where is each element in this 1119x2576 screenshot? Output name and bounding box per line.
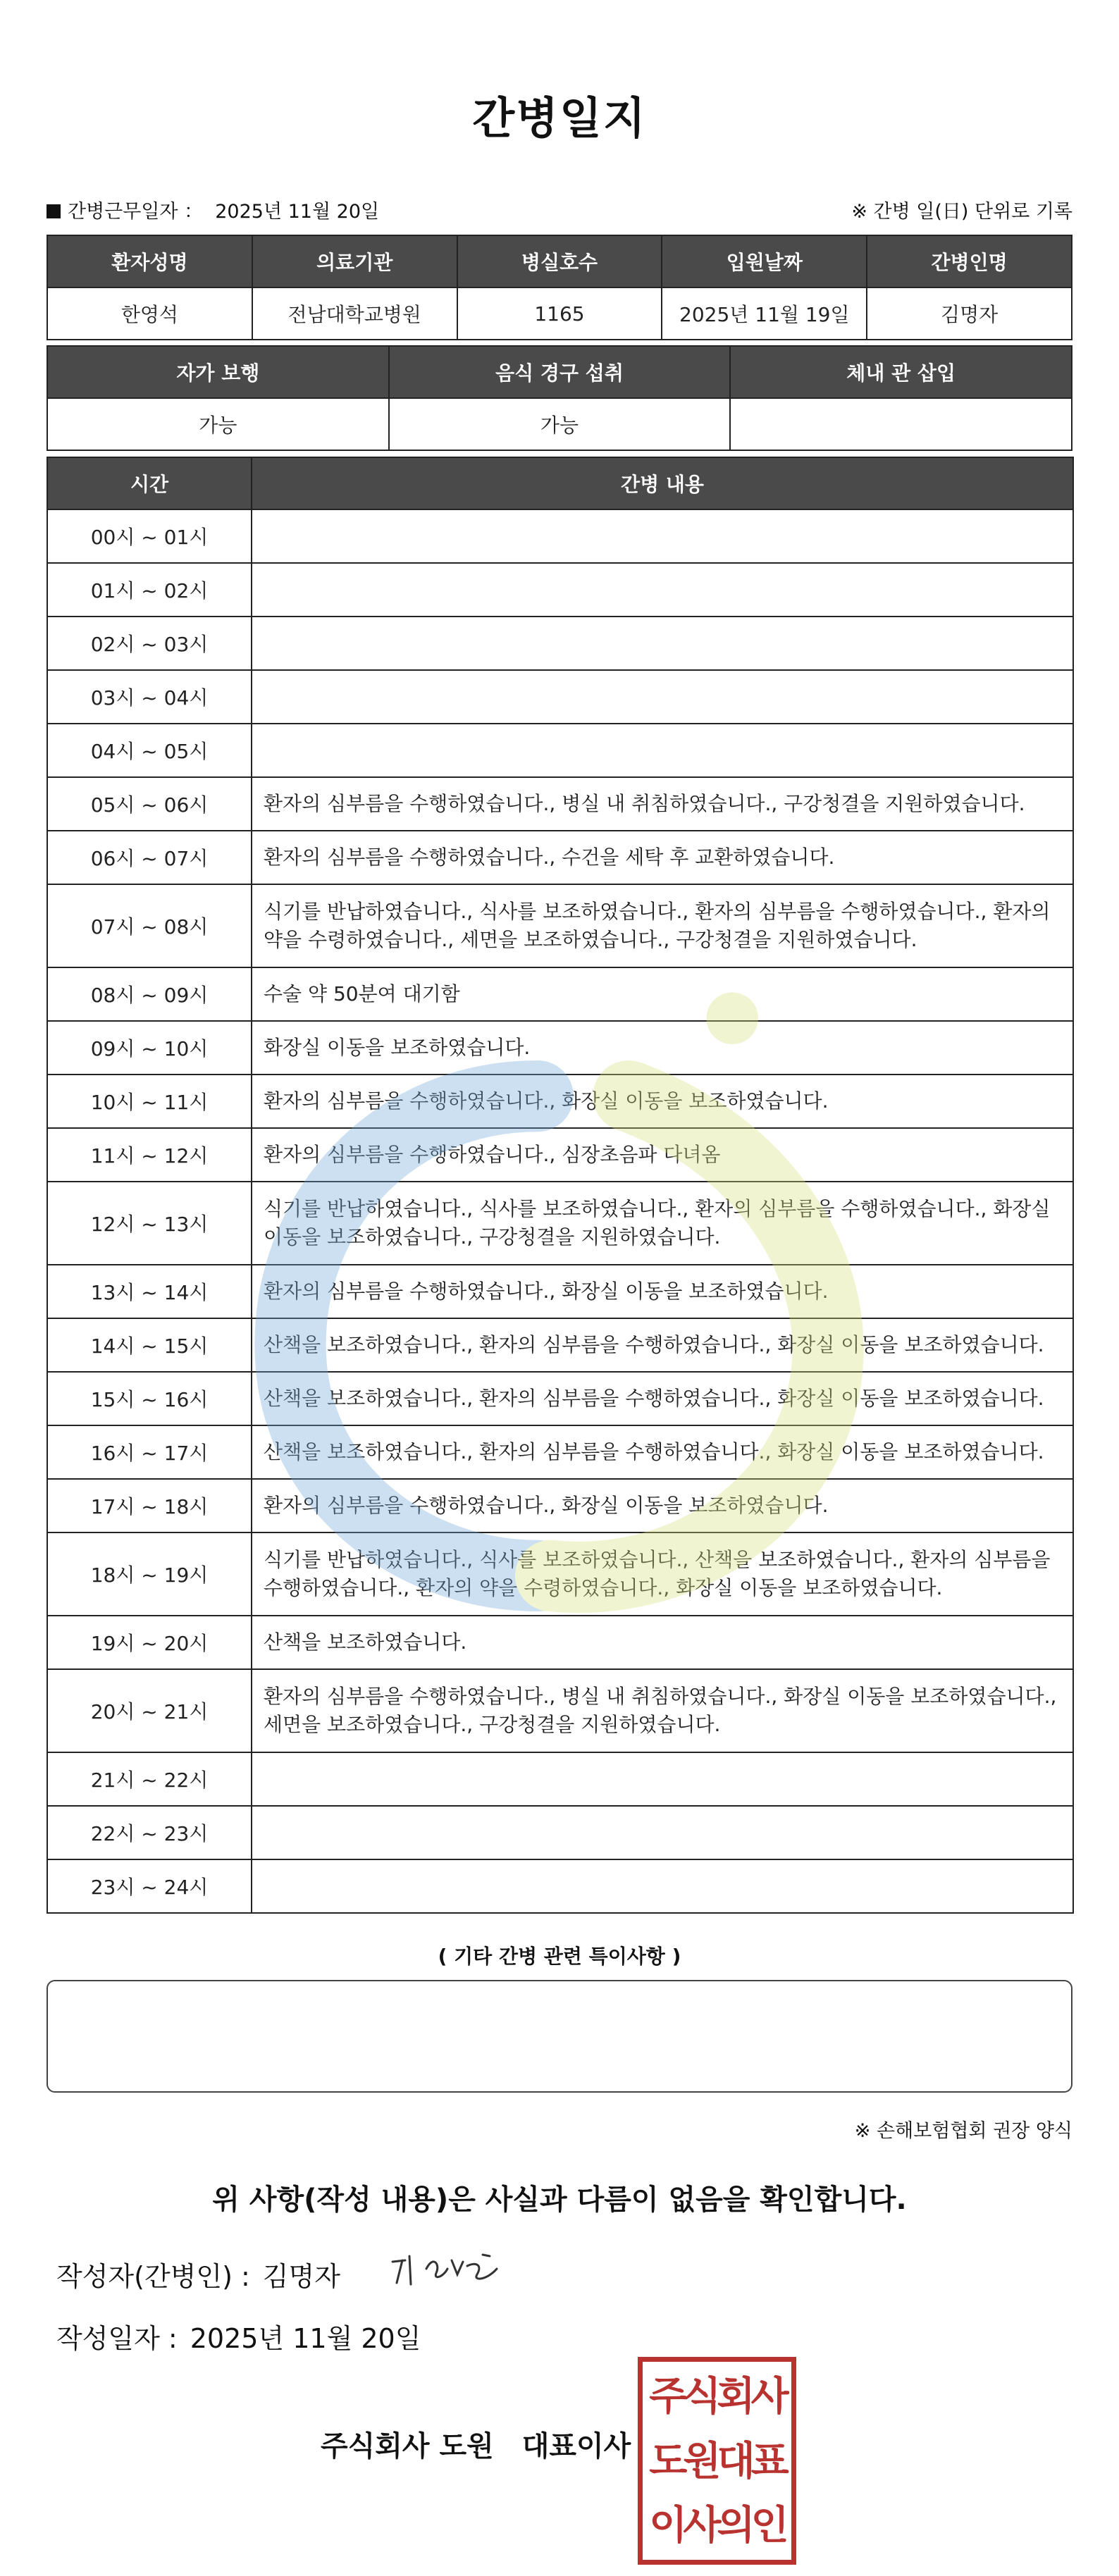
table-row	[47, 831, 1073, 884]
header-admission-date: 입원날짜	[662, 235, 867, 287]
log-content	[252, 670, 1073, 724]
log-time: 00시 ~ 01시	[47, 509, 252, 563]
log-time: 20시 ~ 21시	[47, 1669, 252, 1752]
log-content: 환자의 심부름을 수행하였습니다., 수건을 세탁 후 교환하였습니다.	[252, 831, 1073, 884]
seal-line: 도원대표	[649, 2437, 785, 2484]
log-content: 산책을 보조하였습니다., 환자의 심부름을 수행하였습니다., 화장실 이동을 보조하였습니다.	[252, 1425, 1073, 1479]
log-time: 08시 ~ 09시	[47, 967, 252, 1021]
table-row	[47, 1616, 1073, 1669]
log-time: 04시 ~ 05시	[47, 724, 252, 777]
table-row	[47, 1021, 1073, 1075]
log-content: 환자의 심부름을 수행하였습니다., 화장실 이동을 보조하였습니다.	[252, 1265, 1073, 1318]
handwritten-signature-icon	[384, 2241, 511, 2297]
table-row	[47, 1425, 1073, 1479]
company-seal-icon	[638, 2357, 796, 2565]
log-content: 식기를 반납하였습니다., 식사를 보조하였습니다., 산책을 보조하였습니다., 환자의 심부름을 수행하였습니다., 환자의 약을 수령하였습니다., 화장실 이동을 보조하였습니다.	[252, 1532, 1073, 1616]
table-row	[47, 967, 1073, 1021]
log-content	[252, 563, 1073, 617]
table-row	[47, 884, 1073, 967]
log-time: 09시 ~ 10시	[47, 1021, 252, 1075]
log-time: 19시 ~ 20시	[47, 1616, 252, 1669]
remarks-title: ( 기타 간병 관련 특이사항 )	[438, 1945, 681, 1968]
hospital: 전남대학교병원	[252, 287, 457, 340]
remarks-box	[47, 1980, 1072, 2093]
table-row	[47, 1752, 1073, 1806]
header-patient-name: 환자성명	[47, 235, 252, 287]
tube-insertion	[730, 398, 1072, 450]
admission-date: 2025년 11월 19일	[662, 287, 867, 340]
log-content	[252, 1859, 1073, 1913]
table-row	[47, 1182, 1073, 1265]
log-content: 화장실 이동을 보조하였습니다.	[252, 1021, 1073, 1075]
header-time: 시간	[47, 457, 252, 509]
header-room: 병실호수	[457, 235, 662, 287]
table-row	[47, 1372, 1073, 1425]
log-time: 22시 ~ 23시	[47, 1806, 252, 1859]
writer-line	[56, 2255, 340, 2293]
writer-label: 작성자(간병인) :	[56, 2261, 250, 2292]
log-content: 산책을 보조하였습니다.	[252, 1616, 1073, 1669]
log-time: 03시 ~ 04시	[47, 670, 252, 724]
caregiver-name: 김명자	[867, 287, 1072, 340]
log-time: 02시 ~ 03시	[47, 617, 252, 670]
form-source-note: ※ 손해보험협회 권장 양식	[854, 2120, 1072, 2142]
table-row	[47, 777, 1073, 831]
table-row	[47, 670, 1073, 724]
meta-row	[47, 196, 1072, 221]
log-content: 수술 약 50분여 대기함	[252, 967, 1073, 1021]
log-content: 환자의 심부름을 수행하였습니다., 병실 내 취침하였습니다., 구강청결을 지원하였습니다.	[252, 777, 1073, 831]
log-content	[252, 724, 1073, 777]
log-time: 12시 ~ 13시	[47, 1182, 252, 1265]
patient-status-table	[47, 345, 1072, 451]
table-row	[47, 617, 1073, 670]
confirmation-statement: 위 사항(작성 내용)은 사실과 다름이 없음을 확인합니다.	[212, 2184, 907, 2216]
table-row	[47, 1318, 1073, 1372]
patient-name: 한영석	[47, 287, 252, 340]
written-date-label: 작성일자 :	[56, 2323, 178, 2354]
table-row	[47, 1859, 1073, 1913]
seal-line: 이사의인	[649, 2502, 785, 2549]
room-number: 1165	[457, 287, 662, 340]
log-content: 식기를 반납하였습니다., 식사를 보조하였습니다., 환자의 심부름을 수행하였습니다., 화장실 이동을 보조하였습니다., 구강청결을 지원하였습니다.	[252, 1182, 1073, 1265]
table-row	[47, 509, 1073, 563]
log-content	[252, 617, 1073, 670]
table-row	[47, 1075, 1073, 1128]
table-row	[47, 1128, 1073, 1182]
log-time: 17시 ~ 18시	[47, 1479, 252, 1532]
written-date-line	[56, 2317, 421, 2355]
table-row	[47, 1806, 1073, 1859]
header-tube-insertion: 체내 관 삽입	[730, 346, 1072, 398]
log-time: 05시 ~ 06시	[47, 777, 252, 831]
log-content: 환자의 심부름을 수행하였습니다., 병실 내 취침하였습니다., 화장실 이동을 보조하였습니다., 세면을 보조하였습니다., 구강청결을 지원하였습니다.	[252, 1669, 1073, 1752]
log-content: 환자의 심부름을 수행하였습니다., 심장초음파 다녀옴	[252, 1128, 1073, 1182]
log-content: 환자의 심부름을 수행하였습니다., 화장실 이동을 보조하였습니다.	[252, 1075, 1073, 1128]
header-care-content: 간병 내용	[252, 457, 1073, 509]
log-time: 14시 ~ 15시	[47, 1318, 252, 1372]
log-time: 21시 ~ 22시	[47, 1752, 252, 1806]
care-log-table	[47, 457, 1074, 1914]
company-representative: 주식회사 도원 대표이사	[321, 2430, 631, 2463]
log-content: 산책을 보조하였습니다., 환자의 심부름을 수행하였습니다., 화장실 이동을 보조하였습니다.	[252, 1318, 1073, 1372]
page-title: 간병일지	[472, 92, 647, 144]
log-content: 환자의 심부름을 수행하였습니다., 화장실 이동을 보조하였습니다.	[252, 1479, 1073, 1532]
log-time: 06시 ~ 07시	[47, 831, 252, 884]
work-date-value: 2025년 11월 20일	[215, 201, 380, 223]
log-content: 식기를 반납하였습니다., 식사를 보조하였습니다., 환자의 심부름을 수행하였습니다., 환자의 약을 수령하였습니다., 세면을 보조하였습니다., 구강청결을 지원하였습니다.	[252, 884, 1073, 967]
patient-info-table	[47, 235, 1072, 340]
header-caregiver: 간병인명	[867, 235, 1072, 287]
log-content: 산책을 보조하였습니다., 환자의 심부름을 수행하였습니다., 화장실 이동을 보조하였습니다.	[252, 1372, 1073, 1425]
record-note: ※ 간병 일(日) 단위로 기록	[851, 201, 1072, 223]
log-time: 01시 ~ 02시	[47, 563, 252, 617]
log-time: 07시 ~ 08시	[47, 884, 252, 967]
table-row	[47, 1532, 1073, 1616]
header-oral-intake: 음식 경구 섭취	[389, 346, 731, 398]
log-content	[252, 1806, 1073, 1859]
self-walking: 가능	[47, 398, 389, 450]
header-hospital: 의료기관	[252, 235, 457, 287]
log-time: 16시 ~ 17시	[47, 1425, 252, 1479]
square-bullet-icon	[47, 204, 61, 218]
work-date	[47, 196, 379, 223]
seal-line: 주식회사	[649, 2373, 785, 2420]
log-time: 13시 ~ 14시	[47, 1265, 252, 1318]
table-row	[47, 1265, 1073, 1318]
log-content	[252, 509, 1073, 563]
log-time: 15시 ~ 16시	[47, 1372, 252, 1425]
log-time: 18시 ~ 19시	[47, 1532, 252, 1616]
log-time: 11시 ~ 12시	[47, 1128, 252, 1182]
oral-intake: 가능	[389, 398, 731, 450]
header-self-walking: 자가 보행	[47, 346, 389, 398]
log-time: 23시 ~ 24시	[47, 1859, 252, 1913]
written-date-value: 2025년 11월 20일	[190, 2323, 421, 2354]
table-row	[47, 563, 1073, 617]
log-time: 10시 ~ 11시	[47, 1075, 252, 1128]
table-row	[47, 1669, 1073, 1752]
table-row	[47, 1479, 1073, 1532]
table-row	[47, 724, 1073, 777]
writer-name: 김명자	[262, 2261, 340, 2292]
work-date-label: 간병근무일자 ：	[68, 201, 204, 223]
log-content	[252, 1752, 1073, 1806]
